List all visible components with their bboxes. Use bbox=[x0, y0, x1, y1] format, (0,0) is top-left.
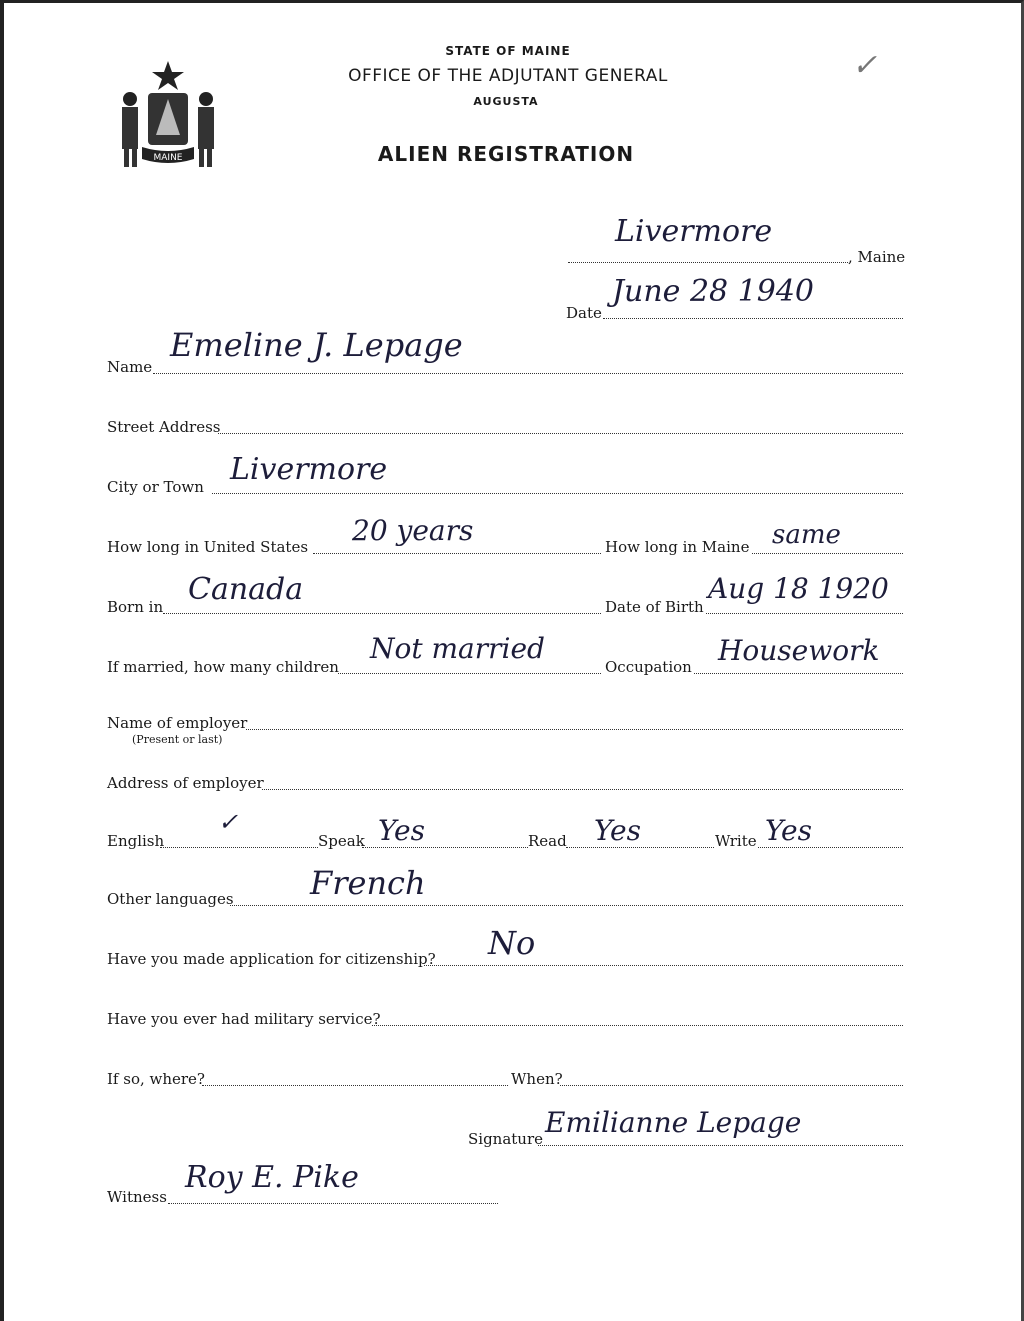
if-so-where-label: If so, where? bbox=[107, 1070, 205, 1088]
place-value[interactable]: Livermore bbox=[615, 214, 773, 249]
when-label: When? bbox=[511, 1070, 563, 1088]
write-value[interactable]: Yes bbox=[765, 814, 812, 847]
header-state: STATE OF MAINE bbox=[445, 44, 571, 58]
city-label: City or Town bbox=[107, 478, 204, 496]
born-in-label: Born in bbox=[107, 598, 164, 616]
signature-line bbox=[538, 1145, 903, 1146]
how-long-us-value[interactable]: 20 years bbox=[352, 514, 474, 547]
children-value[interactable]: Not married bbox=[370, 632, 545, 665]
military-label: Have you ever had military service? bbox=[107, 1010, 381, 1028]
signature-label: Signature bbox=[468, 1130, 544, 1148]
seal-text: MAINE bbox=[153, 153, 183, 163]
speak-value[interactable]: Yes bbox=[378, 814, 425, 847]
employer-note: (Present or last) bbox=[132, 733, 223, 746]
born-in-line bbox=[163, 613, 601, 614]
married-children-line bbox=[338, 673, 601, 674]
write-label: Write bbox=[715, 832, 757, 850]
employer-address-label: Address of employer bbox=[107, 774, 264, 792]
how-long-maine-label: How long in Maine bbox=[605, 538, 750, 556]
citizenship-value[interactable]: No bbox=[488, 924, 536, 962]
speak-label: Speak bbox=[318, 832, 365, 850]
other-languages-label: Other languages bbox=[107, 890, 234, 908]
date-of-birth-label: Date of Birth bbox=[605, 598, 704, 616]
header-city: AUGUSTA bbox=[473, 95, 539, 108]
married-children-label: If married, how many children bbox=[107, 658, 339, 676]
date-of-birth-value[interactable]: Aug 18 1920 bbox=[708, 572, 889, 605]
name-label: Name bbox=[107, 358, 153, 376]
citizenship-line bbox=[424, 965, 903, 966]
date-line bbox=[603, 318, 903, 319]
date-label: Date bbox=[566, 304, 602, 322]
witness-label: Witness bbox=[107, 1188, 167, 1206]
page-title: ALIEN REGISTRATION bbox=[377, 142, 635, 166]
name-line bbox=[153, 373, 903, 374]
occupation-line bbox=[694, 673, 903, 674]
employer-name-label: Name of employer bbox=[107, 714, 248, 732]
born-in-value[interactable]: Canada bbox=[188, 572, 304, 607]
street-line bbox=[218, 433, 903, 434]
how-long-maine-line bbox=[752, 553, 903, 554]
when-line bbox=[560, 1085, 903, 1086]
employer-address-line bbox=[262, 789, 903, 790]
english-line bbox=[160, 847, 318, 848]
how-long-maine-value[interactable]: same bbox=[772, 520, 841, 550]
witness-value[interactable]: Roy E. Pike bbox=[185, 1160, 359, 1195]
read-label: Read bbox=[528, 832, 567, 850]
name-value[interactable]: Emeline J. Lepage bbox=[170, 326, 463, 364]
place-line bbox=[568, 262, 848, 263]
maine-label: , Maine bbox=[848, 248, 906, 266]
occupation-value[interactable]: Housework bbox=[718, 634, 880, 667]
city-value[interactable]: Livermore bbox=[230, 452, 388, 487]
write-line bbox=[758, 847, 903, 848]
header-office: OFFICE OF THE ADJUTANT GENERAL bbox=[348, 66, 668, 86]
date-of-birth-line bbox=[706, 613, 903, 614]
city-line bbox=[212, 493, 903, 494]
check-mark: ✓ bbox=[852, 48, 878, 83]
how-long-us-line bbox=[313, 553, 601, 554]
street-label: Street Address bbox=[107, 418, 221, 436]
read-line bbox=[566, 847, 714, 848]
other-languages-value[interactable]: French bbox=[310, 864, 426, 902]
other-languages-line bbox=[230, 905, 903, 906]
military-line bbox=[372, 1025, 903, 1026]
citizenship-label: Have you made application for citizenship? bbox=[107, 950, 436, 968]
how-long-us-label: How long in United States bbox=[107, 538, 309, 556]
date-value[interactable]: June 28 1940 bbox=[612, 274, 815, 309]
if-so-where-line bbox=[202, 1085, 508, 1086]
read-value[interactable]: Yes bbox=[594, 814, 641, 847]
occupation-label: Occupation bbox=[605, 658, 692, 676]
employer-name-line bbox=[246, 729, 903, 730]
english-value[interactable]: ✓ bbox=[218, 808, 239, 836]
witness-line bbox=[168, 1203, 498, 1204]
english-label: English bbox=[107, 832, 165, 850]
speak-line bbox=[362, 847, 528, 848]
signature-value[interactable]: Emilianne Lepage bbox=[545, 1106, 802, 1139]
